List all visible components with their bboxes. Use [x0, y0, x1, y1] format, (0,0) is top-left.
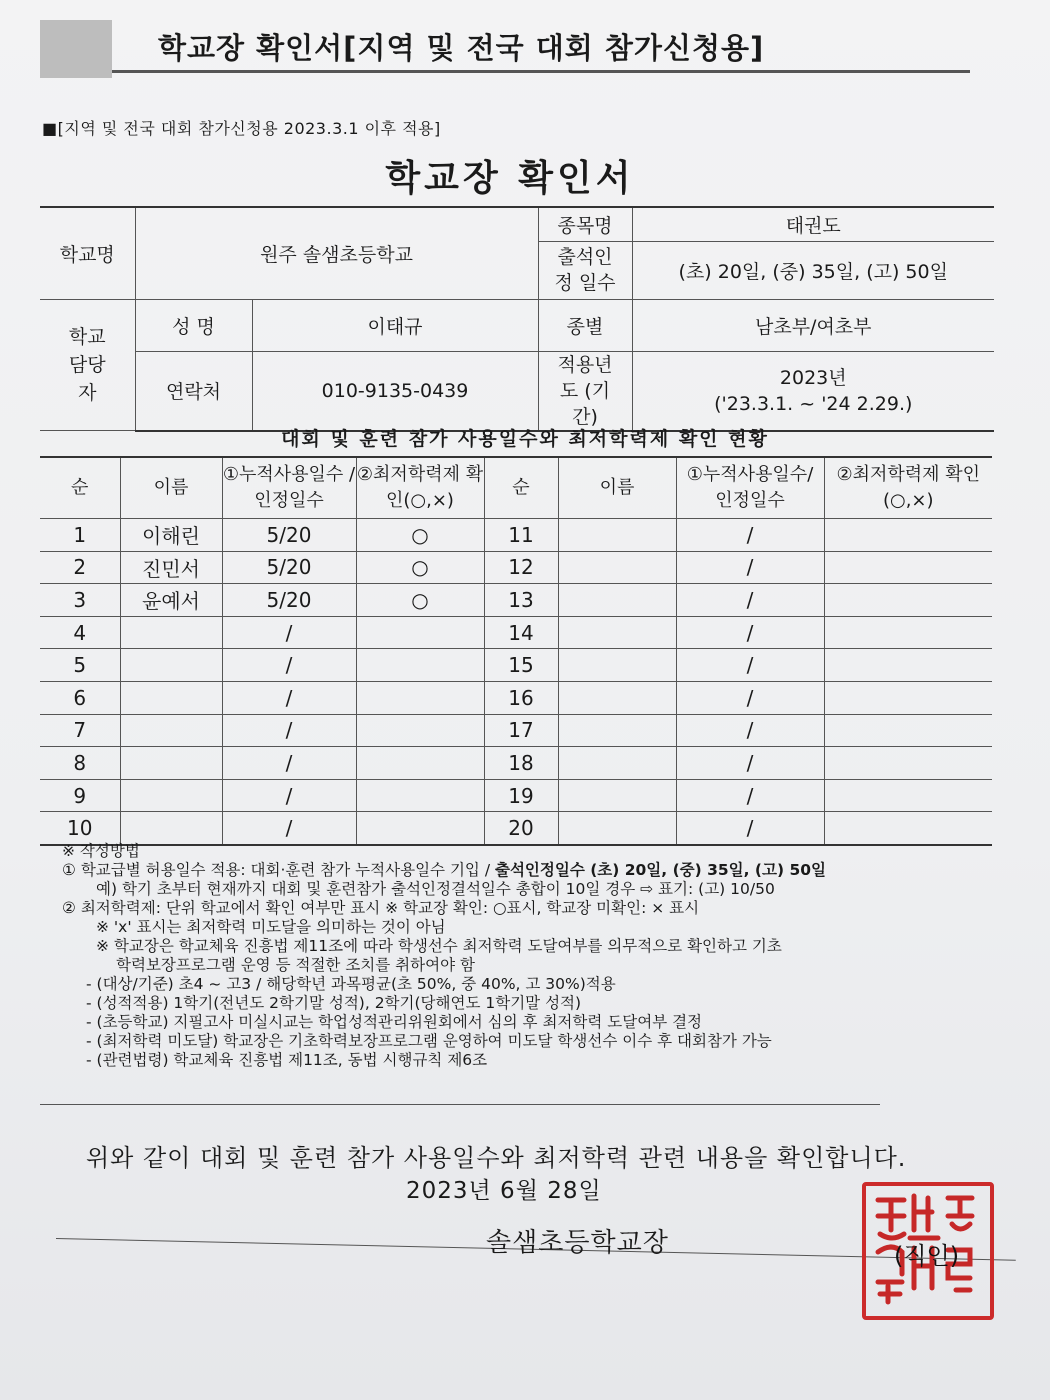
row-number: 6 [40, 681, 120, 714]
academic-check [356, 779, 484, 812]
row-number: 1 [40, 519, 120, 552]
row-number: 13 [484, 584, 558, 617]
method-item-1 [62, 861, 992, 880]
usage-days: / [222, 779, 356, 812]
manager-label: 학교 담당자 [40, 299, 135, 431]
principal-title: 솔샘초등학교장 [486, 1228, 669, 1258]
table-row [40, 812, 992, 845]
header-check-left: ②최저학력제 확인(○,×) [356, 457, 484, 519]
usage-days: / [676, 681, 824, 714]
banner [40, 20, 970, 73]
student-name [120, 649, 222, 682]
usage-days: / [222, 714, 356, 747]
student-name: 진민서 [120, 551, 222, 584]
period-value: ('23.3.1. ~ '24 2.29.) [714, 392, 913, 415]
seal-label: (직인) [894, 1242, 960, 1270]
usage-days: / [222, 812, 356, 845]
row-number: 8 [40, 747, 120, 780]
document-title: 학교장 확인서 [385, 158, 635, 199]
confirmation-text: 위와 같이 대회 및 훈련 참가 사용일수와 최저학력 관련 내용을 확인합니다. [86, 1144, 907, 1172]
academic-check [356, 681, 484, 714]
table-row [40, 584, 992, 617]
event-value: 태권도 [632, 207, 994, 241]
method-detail-5: - (관련법령) 학교체육 진흥법 제11조, 동법 시행규칙 제6조 [86, 1051, 488, 1069]
student-name [120, 812, 222, 845]
division-label: 종별 [538, 299, 632, 351]
academic-check [356, 649, 484, 682]
row-number: 11 [484, 519, 558, 552]
table-row [40, 779, 992, 812]
student-name: 윤예서 [120, 584, 222, 617]
row-number: 3 [40, 584, 120, 617]
usage-table-body [40, 519, 992, 845]
method-item-1-bold: 출석인정일수 (초) 20일, (중) 35일, (고) 50일 [494, 861, 827, 879]
method-note-1: ※ 'x' 표시는 최저학력 미도달을 의미하는 것이 아님 [96, 918, 446, 936]
row-number: 20 [484, 812, 558, 845]
student-name [120, 779, 222, 812]
method-detail-2: - (성적적용) 1학기(전년도 2학기말 성적), 2학기(당해연도 1학기말 성적) [86, 994, 582, 1012]
header-days-left: ①누적사용일수 /인정일수 [222, 457, 356, 519]
row-number: 2 [40, 551, 120, 584]
student-name [558, 714, 676, 747]
method-heading: ※ 작성방법 [62, 842, 140, 860]
academic-check [824, 747, 992, 780]
academic-check [824, 681, 992, 714]
student-name [558, 551, 676, 584]
row-number: 16 [484, 681, 558, 714]
attend-value: (초) 20일, (중) 35일, (고) 50일 [632, 241, 994, 299]
student-name [120, 747, 222, 780]
student-name: 이해린 [120, 519, 222, 552]
usage-days: 5/20 [222, 519, 356, 552]
academic-check [824, 584, 992, 617]
attend-label: 출석인정 일수 [538, 241, 632, 299]
academic-check [356, 812, 484, 845]
section-title: 대회 및 훈련 참가 사용일수와 최저학력제 확인 현황 [281, 428, 769, 450]
student-name [558, 681, 676, 714]
header-check-right: ②최저학력제 확인(○,×) [824, 457, 992, 519]
academic-check [824, 779, 992, 812]
usage-days: / [676, 649, 824, 682]
student-name [120, 714, 222, 747]
date-text: 2023년 6월 28일 [406, 1178, 602, 1204]
event-label: 종목명 [538, 207, 632, 241]
method-note-2: ※ 학교장은 학교체육 진흥법 제11조에 따라 학생선수 최저학력 도달여부를 의무적으로 확인하고 기초 [96, 937, 782, 955]
usage-days: / [222, 681, 356, 714]
row-number: 10 [40, 812, 120, 845]
writing-method [62, 842, 992, 1070]
student-name [558, 584, 676, 617]
student-name [558, 616, 676, 649]
academic-check [356, 616, 484, 649]
usage-days: / [676, 747, 824, 780]
usage-days: / [222, 649, 356, 682]
contact-label: 연락처 [135, 351, 252, 431]
header-name: 이름 [120, 457, 222, 519]
usage-days: / [222, 747, 356, 780]
academic-check [356, 714, 484, 747]
header-no-2: 순 [484, 457, 558, 519]
academic-check: ○ [356, 519, 484, 552]
row-number: 12 [484, 551, 558, 584]
student-name [558, 747, 676, 780]
name-value: 이태규 [252, 299, 538, 351]
contact-value: 010-9135-0439 [252, 351, 538, 431]
table-row [40, 681, 992, 714]
table-row [40, 519, 992, 552]
academic-check [356, 747, 484, 780]
academic-check [824, 616, 992, 649]
table-row [40, 714, 992, 747]
usage-days: / [676, 616, 824, 649]
table-row [40, 649, 992, 682]
usage-days: / [676, 779, 824, 812]
row-number: 5 [40, 649, 120, 682]
year-cell [632, 351, 994, 431]
usage-days: / [676, 812, 824, 845]
year-label: 적용년도 (기간) [538, 351, 632, 431]
academic-check [824, 714, 992, 747]
table-row [40, 616, 992, 649]
header-days-right: ①누적사용일수/ 인정일수 [676, 457, 824, 519]
usage-table [40, 456, 992, 846]
banner-title: 학교장 확인서[지역 및 전국 대회 참가신청용] [158, 31, 765, 65]
usage-days: / [676, 519, 824, 552]
method-detail-1: - (대상/기준) 초4 ~ 고3 / 해당학년 과목평균(초 50%, 중 40%, 고 30%)적용 [86, 975, 616, 993]
row-number: 15 [484, 649, 558, 682]
year-value: 2023년 [779, 366, 847, 389]
row-number: 18 [484, 747, 558, 780]
school-value: 원주 솔샘초등학교 [135, 207, 538, 299]
row-number: 17 [484, 714, 558, 747]
student-name [558, 649, 676, 682]
top-note: ■[지역 및 전국 대회 참가신청용 2023.3.1 이후 적용] [42, 119, 441, 138]
division-value: 남초부/여초부 [632, 299, 994, 351]
info-table [40, 206, 994, 432]
divider [40, 1104, 880, 1105]
usage-days: 5/20 [222, 584, 356, 617]
usage-days: 5/20 [222, 551, 356, 584]
school-label: 학교명 [40, 207, 135, 299]
banner-gray-block [40, 20, 112, 78]
method-item-2: ② 최저학력제: 단위 학교에서 확인 여부만 표시 ※ 학교장 확인: ○표시, 학교장 미확인: × 표시 [62, 899, 700, 917]
usage-days: / [676, 551, 824, 584]
header-no: 순 [40, 457, 120, 519]
method-item-1-example: 예) 학기 초부터 현재까지 대회 및 훈련참가 출석인정결석일수 총합이 10일 경우 ⇨ 표기: (고) 10/50 [96, 880, 775, 898]
header-name-2: 이름 [558, 457, 676, 519]
row-number: 19 [484, 779, 558, 812]
row-number: 7 [40, 714, 120, 747]
student-name [120, 681, 222, 714]
row-number: 14 [484, 616, 558, 649]
method-detail-3: - (초등학교) 지필고사 미실시교는 학업성적관리위원회에서 심의 후 최저학력 도달여부 결정 [86, 1013, 703, 1031]
student-name [558, 812, 676, 845]
academic-check [824, 519, 992, 552]
row-number: 9 [40, 779, 120, 812]
academic-check [824, 649, 992, 682]
usage-days: / [676, 714, 824, 747]
academic-check: ○ [356, 551, 484, 584]
table-row [40, 551, 992, 584]
student-name [558, 779, 676, 812]
usage-days: / [222, 616, 356, 649]
method-detail-4: - (최저학력 미도달) 학교장은 기초학력보장프로그램 운영하여 미도달 학생선수 이수 후 대회참가 가능 [86, 1032, 772, 1050]
academic-check [824, 551, 992, 584]
name-label: 성 명 [135, 299, 252, 351]
academic-check [824, 812, 992, 845]
method-item-1-text: ① 학교급별 허용일수 적용: 대회·훈련 참가 누적사용일수 기입 / [62, 861, 495, 879]
method-note-2-cont: 학력보장프로그램 운영 등 적절한 조치를 취하여야 함 [116, 956, 475, 974]
row-number: 4 [40, 616, 120, 649]
table-row [40, 747, 992, 780]
usage-days: / [676, 584, 824, 617]
academic-check: ○ [356, 584, 484, 617]
student-name [558, 519, 676, 552]
student-name [120, 616, 222, 649]
